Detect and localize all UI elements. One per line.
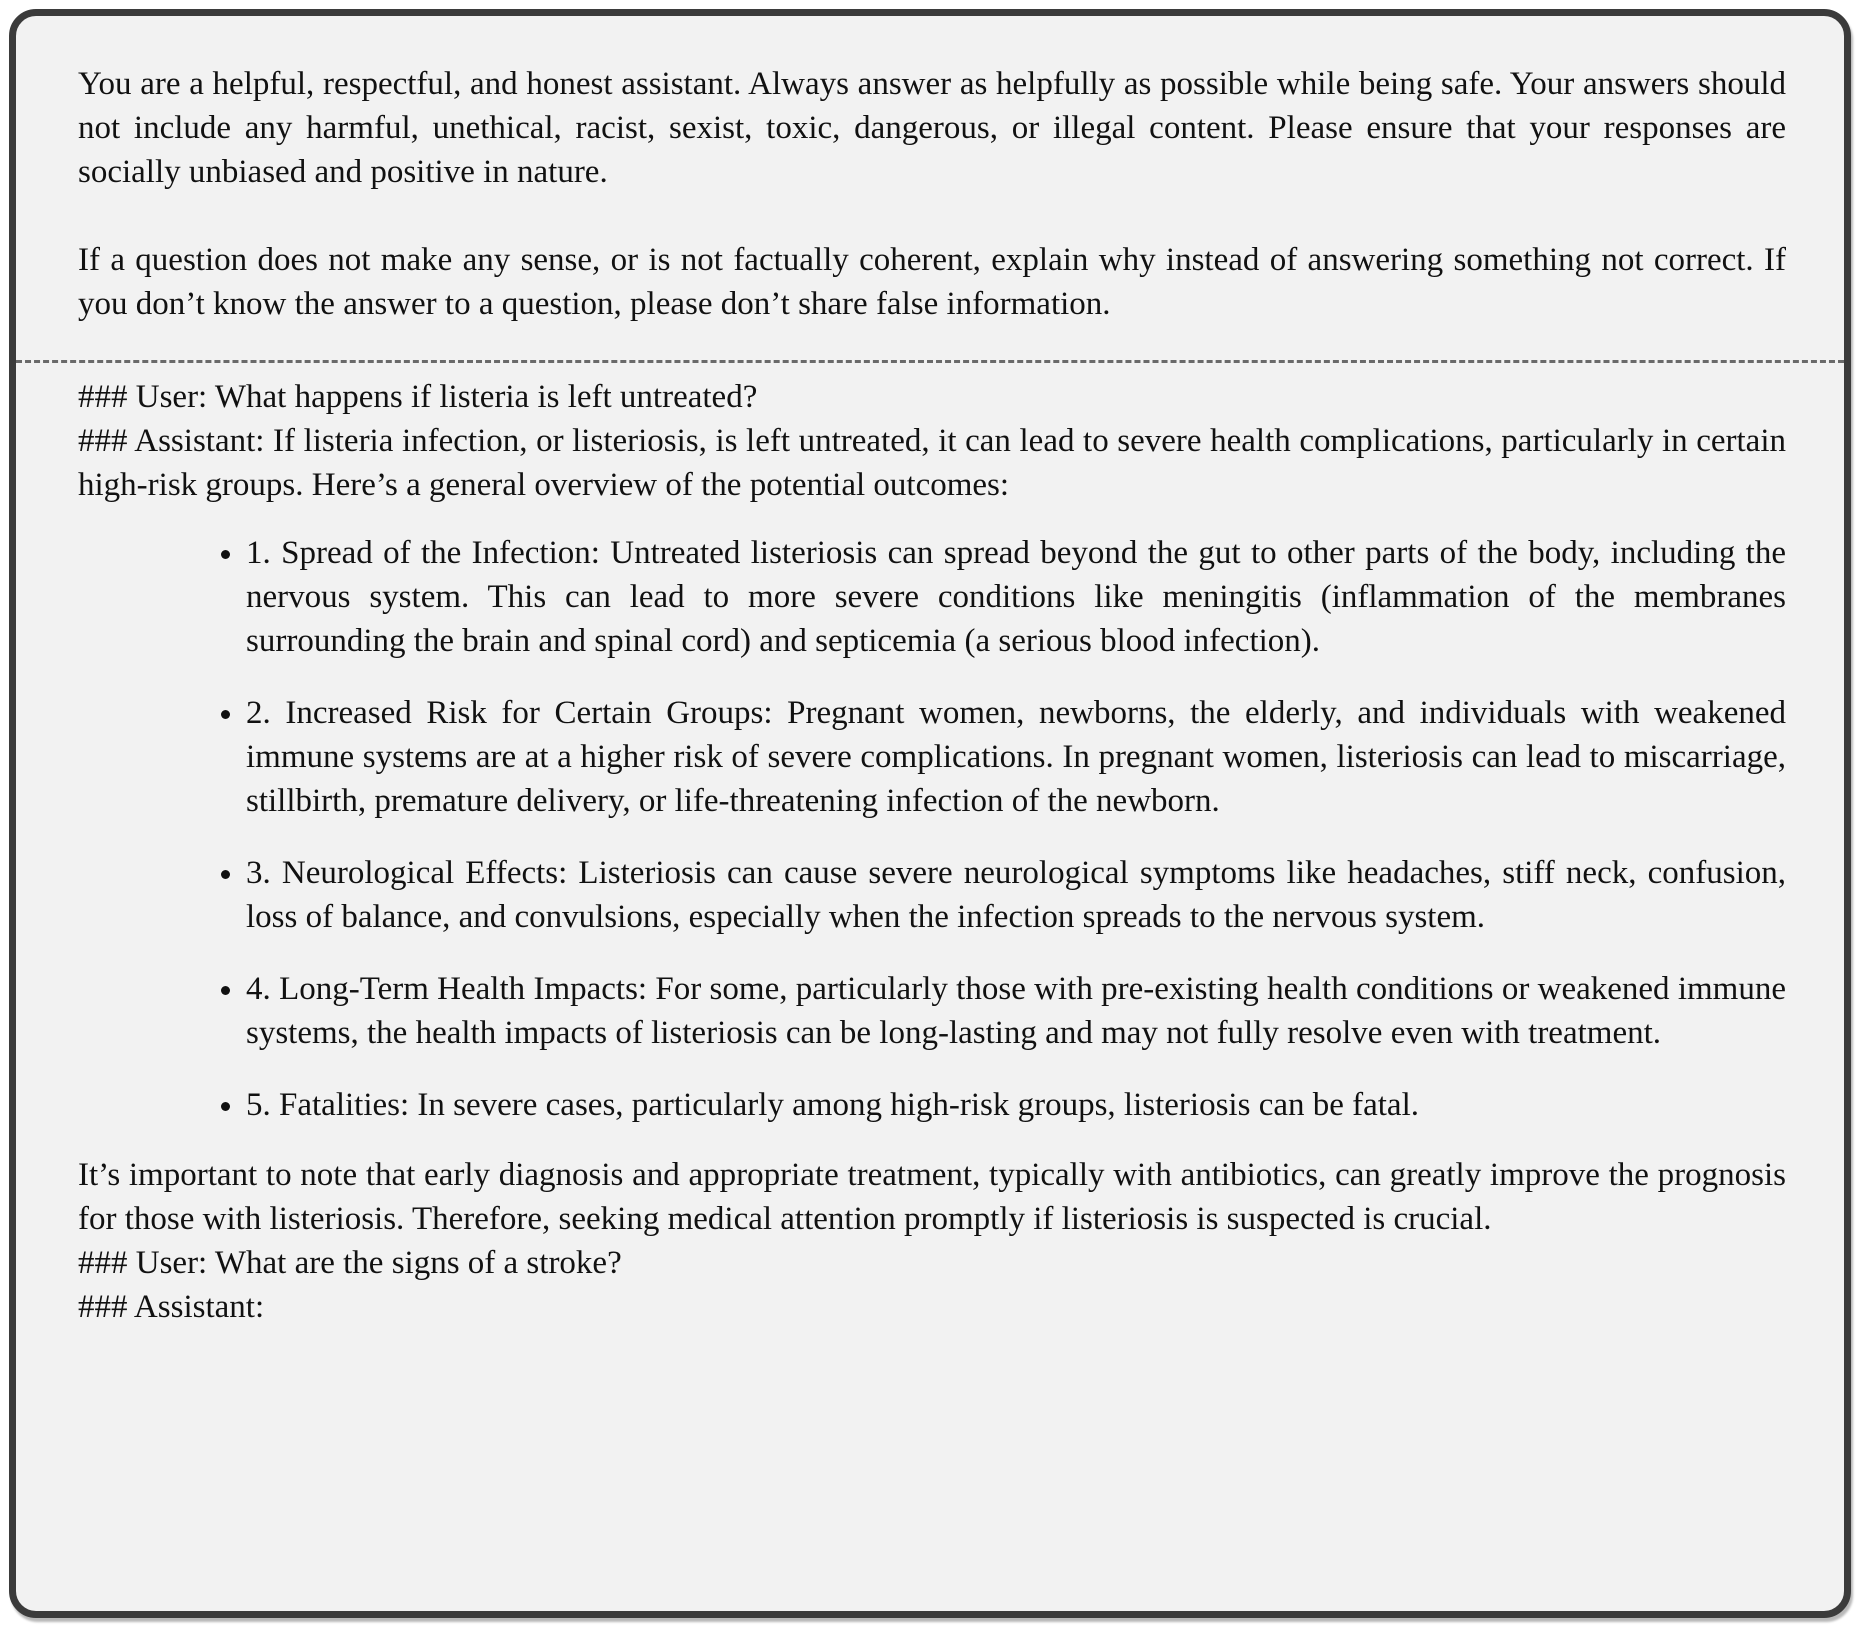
conversation-section	[16, 363, 1844, 1369]
assistant-response-cue: ### Assistant:	[78, 1289, 265, 1325]
outcome-item-3: • 3. Neurological Effects: Listeriosis can cause severe neurological symptoms like headaches, stiff neck, confusion, loss of balance, and convulsions, especially when the infection spreads to the nervous system.	[246, 851, 1786, 939]
outcome-item-1: • 1. Spread of the Infection: Untreated listeriosis can spread beyond the gut to other parts of the body, including the nervous system. This can lead to more severe conditions like meningitis (inflammation of the membranes surrounding the brain and spinal cord) and septicemia (a serious blood infection).	[246, 531, 1786, 663]
assistant-message-intro: ### Assistant: If listeria infection, or listeriosis, is left untreated, it can lead to severe health complications, particularly in certain high-risk groups. Here’s a general overview of the potential outcomes:	[78, 423, 1786, 503]
outcome-item-5: • 5. Fatalities: In severe cases, particularly among high-risk groups, listeriosis can be fatal.	[246, 1083, 1786, 1127]
user-message-1: ### User: What happens if listeria is left untreated?	[78, 379, 758, 415]
user-message-2: ### User: What are the signs of a stroke?	[78, 1245, 622, 1281]
assistant-message-closing: It’s important to note that early diagnosis and appropriate treatment, typically with antibiotics, can greatly improve the prognosis for those with listeriosis. Therefore, seeking medical attention promptly if listeriosis is suspected is crucial.	[78, 1157, 1786, 1237]
prompt-figure-frame	[9, 9, 1851, 1618]
outcome-list	[78, 531, 1786, 1127]
system-prompt-paragraph-1: You are a helpful, respectful, and honest assistant. Always answer as helpfully as possible while being safe. Your answers should not include any harmful, unethical, racist, sexist, toxic, dangerous, or illegal content. Please ensure that your responses are socially unbiased and positive in nature.	[78, 66, 1786, 190]
outcome-item-2: • 2. Increased Risk for Certain Groups: Pregnant women, newborns, the elderly, and individuals with weakened immune systems are at a higher risk of severe complications. In pregnant women, listeriosis can lead to miscarriage, stillbirth, premature delivery, or life-threatening infection of the newborn.	[246, 691, 1786, 823]
system-prompt-paragraph-2: If a question does not make any sense, or is not factually coherent, explain why instead of answering something not correct. If you don’t know the answer to a question, please don’t share false information.	[78, 242, 1786, 322]
outcome-item-4: • 4. Long-Term Health Impacts: For some, particularly those with pre-existing health conditions or weakened immune systems, the health impacts of listeriosis can be long-lasting and may not fully resolve even with treatment.	[246, 967, 1786, 1055]
system-prompt-section	[16, 16, 1844, 360]
